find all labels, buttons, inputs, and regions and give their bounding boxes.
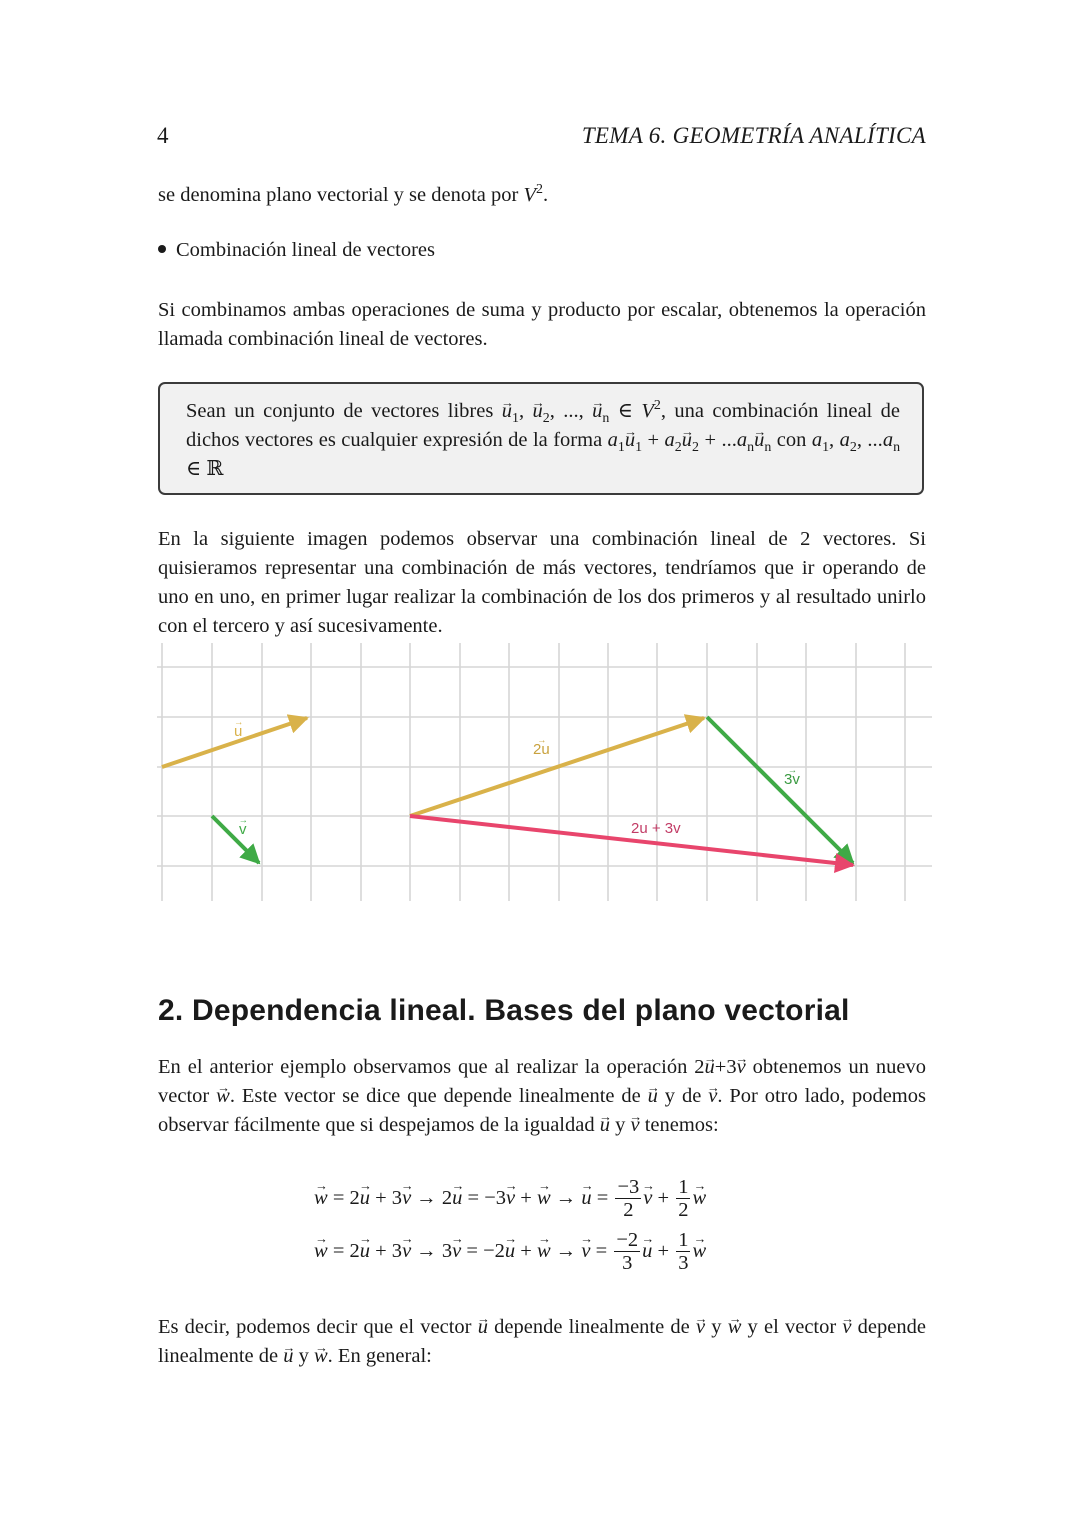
label-sum-text: 2u + 3v: [631, 820, 681, 837]
p4-text: depende linealmente de: [487, 1316, 696, 1338]
sub: n: [602, 411, 610, 427]
p3-text: . Por otro lado, podemos observar fácilmente que si despejamos de la igualdad: [158, 1085, 926, 1136]
sub: 2: [692, 440, 699, 456]
p4-text: y el vector: [741, 1316, 843, 1338]
coef: a: [736, 429, 748, 451]
fraction: [615, 1176, 641, 1221]
label-u-text: → u: [234, 723, 242, 740]
vector-grid-diagram: [157, 643, 932, 901]
vector-u1: → u: [502, 397, 512, 426]
vec-v: → v: [696, 1313, 705, 1342]
intro-line: [158, 181, 926, 210]
vec-u: → u: [283, 1342, 293, 1371]
p4-text: y: [293, 1345, 314, 1367]
vec-w: → w: [314, 1342, 328, 1371]
sub: 2: [674, 440, 682, 456]
fraction: [676, 1229, 690, 1274]
paragraph-intro-combination: Si combinamos ambas operaciones de suma y producto por escalar, obtenemos la operación llamada combinación lineal de vectores.: [158, 299, 926, 350]
label-3v-text: → 3v: [784, 771, 800, 788]
def-text-2: , una combinación lineal de dichos vectores es cualquier expresión de la forma: [186, 400, 901, 451]
paragraph-conclusion: [158, 1313, 926, 1371]
sub: 2: [542, 411, 550, 427]
definition-box: [158, 382, 924, 495]
equation-row-2: → w = 2 → u + 3 → v → 3 → v = −2 → u + → w → → v = $\frac{-2}{3}$ → u + $\frac{1}{3}$ → w: [314, 1225, 706, 1278]
vec-u: → u: [478, 1313, 488, 1342]
vec-v: → v: [842, 1313, 851, 1342]
symbol-V: V: [523, 184, 536, 206]
paragraph-image-description: En la siguiente imagen podemos observar una combinación lineal de 2 vectores. Si quisieramos representar una combinación de más vectores, tendríamos que ir operando de uno en uno, en primer lugar realizar la combinación de los dos primeros y al resultado unirlo con el tercero y así sucesivamente.: [158, 528, 926, 637]
label-2u-text: → 2u: [533, 741, 550, 758]
running-header: TEMA 6. GEOMETRÍA ANALÍTICA: [581, 123, 926, 148]
vector: → u: [625, 426, 635, 455]
sup: 2: [653, 398, 661, 414]
label-v: [239, 821, 247, 838]
p4-text: depende linealmente de: [158, 1316, 926, 1367]
intro-text: se denomina plano vectorial y se denota por: [158, 184, 524, 206]
sub: 1: [635, 440, 643, 456]
label-3v: [784, 771, 800, 788]
vector: → u: [754, 426, 764, 455]
vector-u2: → u: [533, 397, 543, 426]
sub: n: [893, 440, 901, 456]
sub: n: [747, 440, 755, 456]
bullet-item: [158, 239, 435, 262]
denominator: 3: [678, 1252, 689, 1274]
label-sum: [631, 820, 681, 837]
vec-u: → u: [648, 1082, 658, 1111]
vec-v: → v: [630, 1111, 639, 1140]
def-text-1: Sean un conjunto de vectores libres: [186, 400, 502, 422]
coef: a: [664, 429, 675, 451]
vector-3v-arrow: [707, 717, 853, 863]
coef: a: [811, 429, 823, 451]
vec-v: → v: [708, 1082, 717, 1111]
vector-combination-figure: [157, 643, 932, 901]
sub: 1: [617, 440, 625, 456]
superscript: 2: [536, 182, 543, 198]
numerator: 1: [678, 1229, 689, 1251]
vector: → u: [682, 426, 692, 455]
label-2u: [533, 741, 550, 758]
p3-text: . Este vector se dice que depende linealmente de: [229, 1085, 648, 1107]
vec-w: → w: [216, 1082, 230, 1111]
coef: a: [839, 429, 850, 451]
equation-block: [314, 1172, 706, 1278]
p3-text: tenemos:: [639, 1114, 719, 1136]
denominator: 3: [622, 1252, 633, 1274]
def-text-3: con: [771, 429, 812, 451]
p3-text: En el anterior ejemplo observamos que al realizar la operación: [158, 1056, 695, 1078]
vec-u: → u: [600, 1111, 610, 1140]
sub: 1: [822, 440, 830, 456]
p4-text: Es decir, podemos decir que el vector: [158, 1316, 478, 1338]
paragraph-dependence: En el anterior ejemplo observamos que al realizar la operación 2→ u+3→ v obtenemos un nuevo vector → w. Este vector se dice que depende linealmente de → u y de → v. Por otro lado, podemos observar fácilmente que si despejamos de la igualdad → u y → v tenemos:: [158, 1053, 926, 1140]
p3-text: y de: [657, 1085, 709, 1107]
label-u: [234, 723, 242, 740]
p3-text: obtenemos un nuevo vector: [158, 1056, 927, 1107]
space-V: V: [641, 400, 654, 422]
bullet-icon: [158, 245, 166, 253]
p4-text: . En general:: [327, 1345, 432, 1367]
numerator: −2: [616, 1229, 639, 1251]
denominator: 2: [623, 1199, 634, 1221]
reals-symbol: ℝ: [206, 458, 224, 480]
section-heading: 2. Dependencia lineal. Bases del plano vectorial: [158, 994, 850, 1027]
vector-v-arrow: [212, 816, 259, 863]
vec-w: → w: [728, 1313, 742, 1342]
sub: 1: [511, 411, 519, 427]
vector-un: → u: [592, 397, 602, 426]
definition-text: Sean un conjunto de vectores libres → $u_1$, → $u_2$, ..., → $u_n$ ∈ $V^2$, una combinación lineal de dichos vectores es cualquier expresión de la forma $a_1\to u_1 + a_2\to u_2 + ...a_n\to u_n$ con $a_1$, $a_2$, $...a_n$ ∈ ℝ: [186, 397, 900, 484]
sub: n: [764, 440, 772, 456]
label-v-text: → v: [239, 821, 247, 838]
page-number: 4: [157, 123, 169, 148]
coef: a: [882, 429, 894, 451]
vec-v: → v: [737, 1053, 746, 1082]
equation-row-1: → w = 2 → u + 3 → v → 2 → u = −3 → v + → w → → u = $\frac{-3}{2}$ → v + $\frac{1}{2}$ → w: [314, 1172, 706, 1225]
fraction: [676, 1176, 690, 1221]
period: .: [542, 184, 549, 206]
numerator: 1: [678, 1176, 689, 1198]
numerator: −3: [617, 1176, 640, 1198]
sub: 2: [849, 440, 857, 456]
denominator: 2: [678, 1199, 689, 1221]
p4-text: y: [705, 1316, 728, 1338]
bullet-label: Combinación lineal de vectores: [176, 239, 436, 261]
fraction: [614, 1229, 640, 1274]
p3-text: y: [609, 1114, 631, 1136]
vec-u: → u: [705, 1053, 715, 1082]
coef: a: [607, 429, 618, 451]
